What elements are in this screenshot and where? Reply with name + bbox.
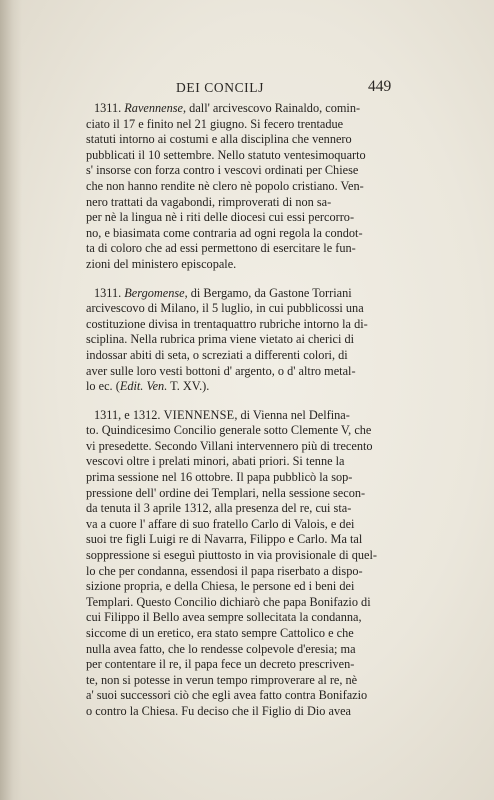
text-line: che non hanno rendite nè clero nè popolo cristiano. Ven- [86,178,364,193]
text-line: s' insorse con forza contro i vescovi ordinati per Chiese [86,163,359,178]
entry-date: 1311. [94,101,125,115]
text-line [86,101,390,117]
text-line: va a cuore l' affare di suo fratello Carlo di Valois, e dei [86,516,355,531]
council-name: VIENNENSE [163,407,235,422]
text-line: cui Filippo il Bello avea sempre sollecitata la condanna, [86,610,362,625]
text-line: sizione propria, e della Chiesa, le persone ed i beni dei [86,579,355,594]
text-line: arcivescovo di Milano, il 5 luglio, in cui pubblicossi una [86,301,364,316]
text-line: vescovi oltre i prelati minori, abati priori. Si tenne la [86,454,345,469]
text-line: da tenuta il 3 aprile 1312, alla presenza del re, cui sta- [86,501,352,516]
entry-date: 1311. [94,285,125,300]
text-line: nulla avea fatto, che lo rendesse colpevole d'eresia; ma [86,641,356,656]
text-line: vi presedette. Secondo Villani intervennero più di trecento [86,438,373,453]
council-name: Ravennense [124,101,184,115]
text-line: per nè la lingua nè i riti delle diocesi cui essi percorro- [86,210,355,225]
text-line: indossar abiti di seta, o screziati a differenti colori, di [86,347,348,362]
text-line: sciplina. Nella rubrica prima viene vietato ai cherici di [86,332,355,347]
text-line [86,408,390,424]
text-line: per contentare il re, il papa fece un decreto prescriven- [86,657,355,672]
source-citation: Edit. Ven. [119,379,168,394]
entry-date: 1311, e 1312. [94,407,164,422]
text-line: to. Quindicesimo Concilio generale sotto Clemente V, che [86,423,372,438]
page-body [86,101,390,720]
text-fragment: T. XV.). [167,379,210,394]
text-line: zioni del ministero episcopale. [86,256,237,271]
entry-bergomense [86,286,390,395]
page-header [0,80,494,100]
text-fragment: , di Vienna nel Delfina- [234,407,350,422]
council-name: Bergomense [124,285,185,300]
text-line: no, e biasimata come contraria ad ogni regola la condot- [86,225,363,240]
running-head: DEI CONCILJ [176,80,264,95]
text-line: statuti intorno ai costumi e alla disciplina che vennero [86,132,352,147]
text-fragment: , di Bergamo, da Gastone Torriani [184,285,352,300]
text-line: Templari. Questo Concilio dichiarò che papa Bonifazio di [86,594,371,609]
text-line: lo che per condanna, essendosi il papa riserbato a dispo- [86,563,363,578]
text-line: siccome di un eretico, era stato sempre Cattolico e che [86,626,354,640]
page-number: 449 [368,78,392,95]
text-line: ciato il 17 e finito nel 21 giugno. Si fecero trentadue [86,116,344,131]
text-fragment: lo ec. ( [86,379,120,394]
entry-ravennense [86,101,390,273]
text-line: prima sessione nel 16 ottobre. Il papa pubblicò la sop- [86,470,353,485]
text-line: pressione dell' ordine dei Templari, nella sessione secon- [86,485,366,500]
binding-shadow [0,0,22,800]
text-line: o contro la Chiesa. Fu deciso che il Figlio di Dio avea [86,703,352,718]
text-line: nero trattati da vagabondi, rimproverati di non sa- [86,194,332,209]
text-line: soppressione si eseguì piuttosto in via provisionale di quel- [86,548,377,563]
text-line: a' suoi successori ciò che egli avea fatto contra Bonifazio [86,688,368,703]
text-line: pubblicati il 10 settembre. Nello statuto ventesimoquarto [86,147,366,162]
entry-viennense [86,408,390,720]
text-line [86,286,390,302]
text-fragment: , dall' arcivescovo Rainaldo, comin- [183,101,361,115]
text-line: costituzione divisa in trentaquattro rubriche intorno la di- [86,316,368,331]
text-line: aver sulle loro vesti bottoni d' argento, o d' altro metal- [86,363,356,378]
text-line: te, non si potesse in verun tempo rimproverare al re, nè [86,672,358,687]
text-line: ta di coloro che ad essi permettono di esercitare le fun- [86,241,356,256]
text-line: suoi tre figli Luigi re di Navarra, Filippo e Carlo. Ma tal [86,532,363,547]
text-line [86,379,390,395]
